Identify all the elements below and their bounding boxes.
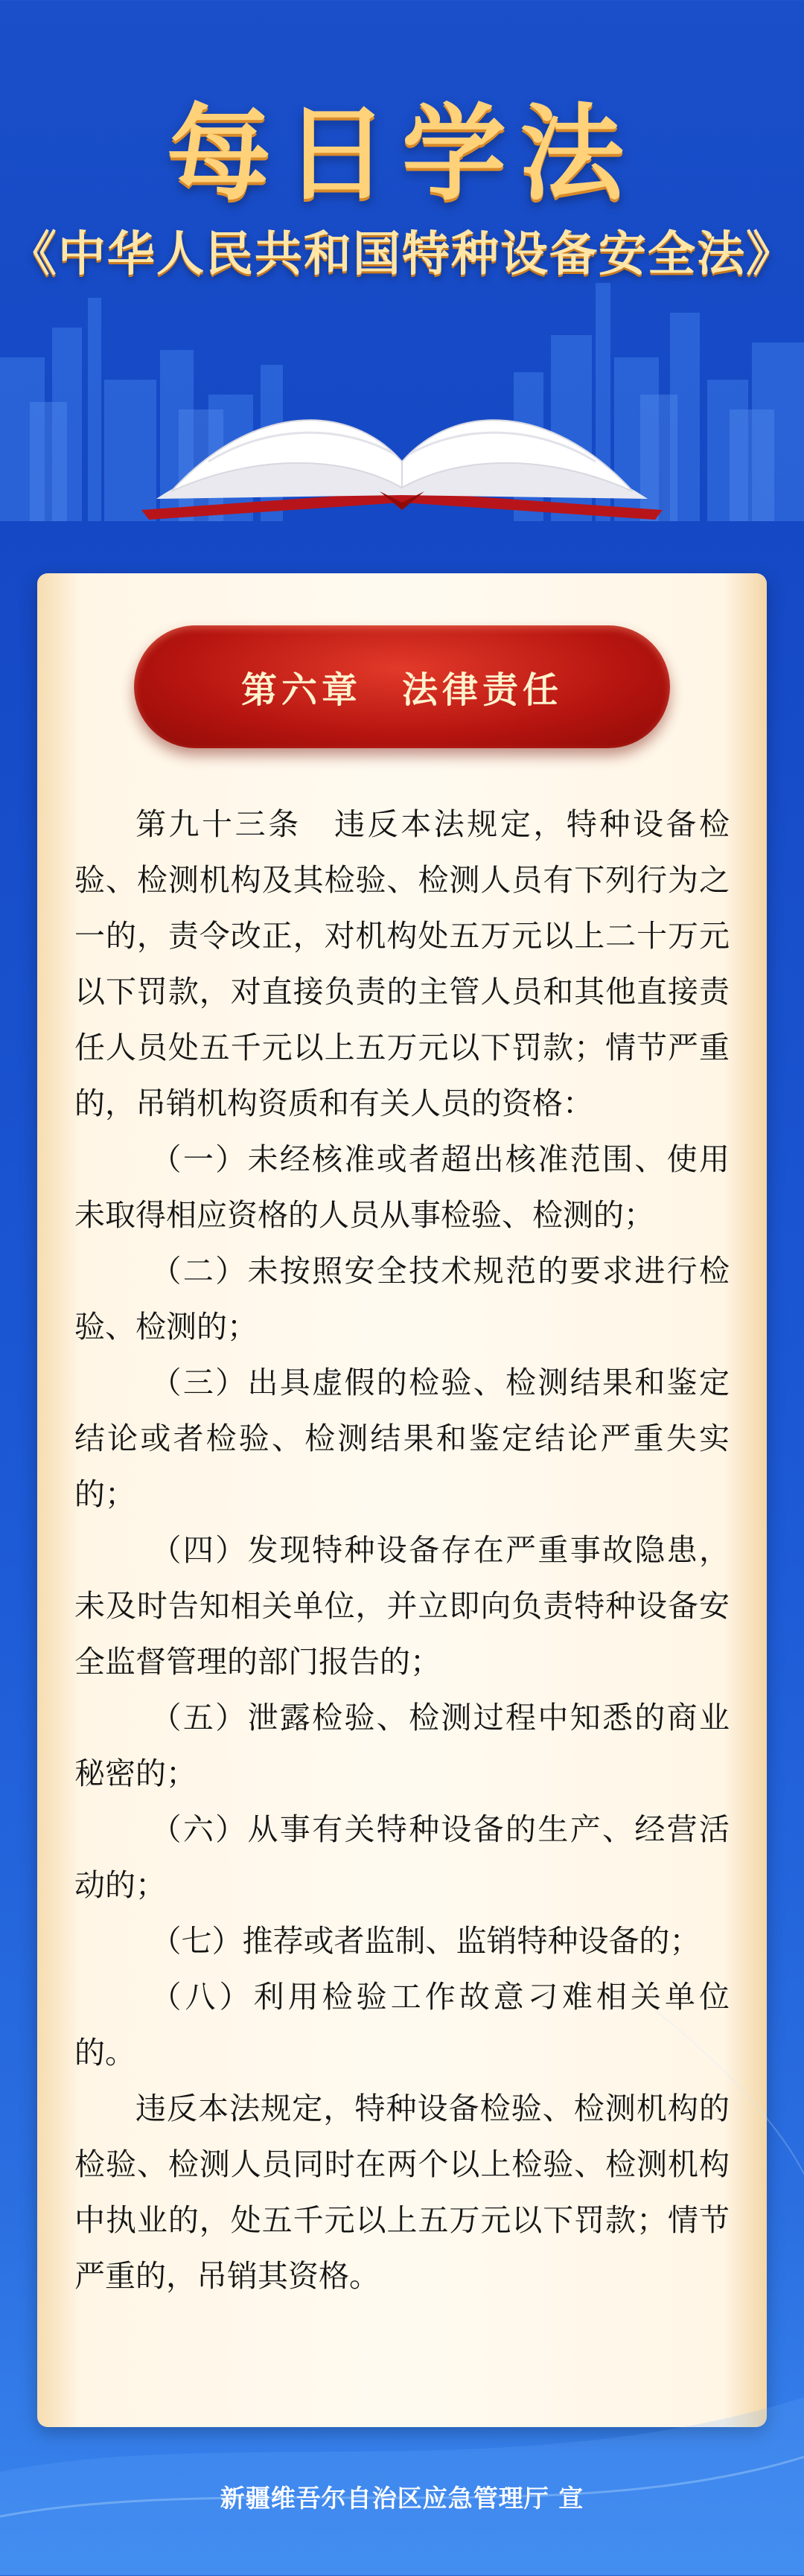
- chapter-banner: [134, 625, 670, 748]
- article-item-3: （三）出具虚假的检验、检测结果和鉴定结论或者检验、检测结果和鉴定结论严重失实的；: [74, 1365, 730, 1512]
- law-name-subtitle: 《中华人民共和国特种设备安全法》: [9, 226, 795, 282]
- article-item-4: （四）发现特种设备存在严重事故隐患，未及时告知相关单位，并立即向负责特种设备安全监督管理的部门报告的；: [74, 1532, 730, 1680]
- article-item-6: （六）从事有关特种设备的生产、经营活动的；: [74, 1811, 730, 1903]
- article-item-5: （五）泄露检验、检测过程中知悉的商业秘密的；: [74, 1700, 730, 1791]
- publisher-credit: 新疆维吾尔自治区应急管理厅 宣: [220, 2484, 584, 2513]
- chapter-title: 第六章 法律责任: [240, 669, 563, 711]
- article-item-1: （一）未经核准或者超出核准范围、使用未取得相应资格的人员从事检验、检测的；: [74, 1141, 730, 1233]
- article-item-8: （八）利用检验工作故意刁难相关单位的。: [74, 1979, 730, 2070]
- open-book-icon: [134, 350, 670, 521]
- article-item-2: （二）未按照安全技术规范的要求进行检验、检测的；: [74, 1253, 730, 1345]
- article-closing-paragraph: 违反本法规定，特种设备检验、检测机构的检验、检测人员同时在两个以上检验、检测机构中执业的，处五千元以上五万元以下罚款；情节严重的，吊销其资格。: [74, 2091, 730, 2294]
- article-intro-paragraph: 第九十三条 违反本法规定，特种设备检验、检测机构及其检验、检测人员有下列行为之一的，责令改正，对机构处五万元以上二十万元以下罚款，对直接负责的主管人员和其他直接责任人员处五千元以上五万元以下罚款；情节严重的，吊销机构资质和有关人员的资格：: [74, 806, 730, 1121]
- page-title: 每日学法: [166, 93, 637, 215]
- article-item-7: （七）推荐或者监制、监销特种设备的；: [150, 1923, 701, 1959]
